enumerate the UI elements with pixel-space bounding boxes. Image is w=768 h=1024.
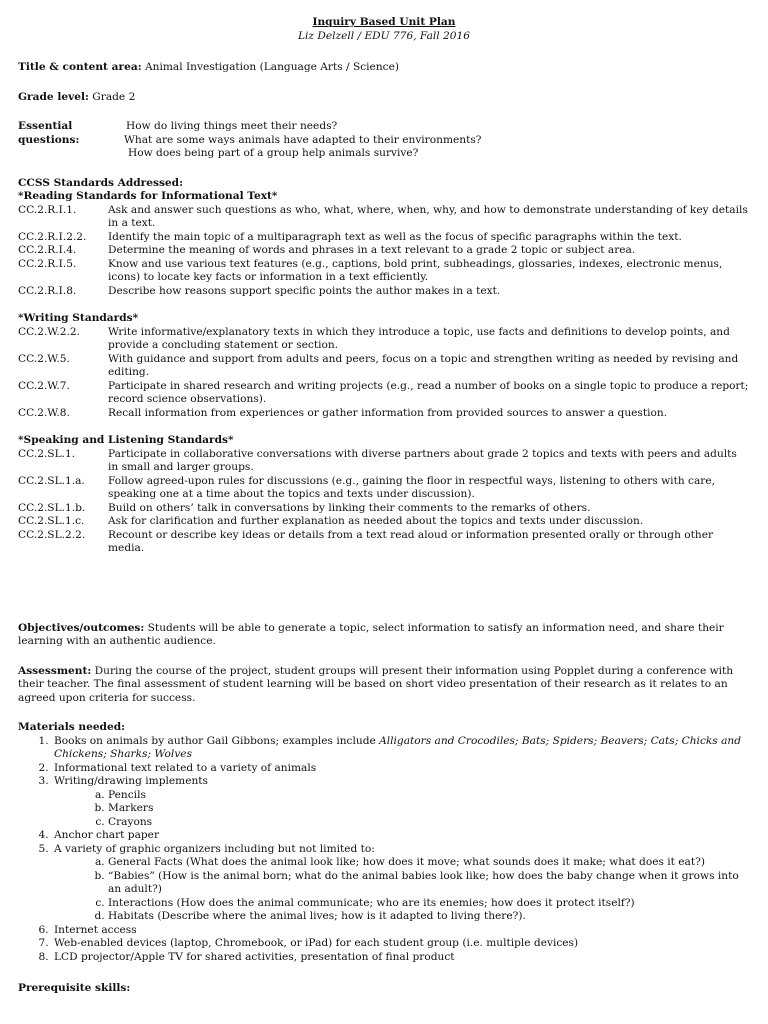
standard-code: CC.2.W.2.2. [18,325,80,338]
standard-row [18,529,750,556]
list-item [52,775,750,829]
assessment [18,665,750,706]
standard-row [18,326,750,353]
list-item: 2. Informational text related to a variety of animals [52,762,750,776]
list-item [52,843,750,924]
standard-text: Participate in collaborative conversations with diverse partners about grade 2 topics and texts with peers and adults in small and larger groups. [108,447,737,473]
prerequisite-heading: Prerequisite skills: [18,982,131,994]
standard-text: Recount or describe key ideas or details from a text read aloud or information presented orally or through other media. [108,528,714,554]
objectives [18,622,750,649]
assessment-text: During the course of the project, student groups will present their information using Popplet during a conference with their teacher. The final assessment of student learning will be based on short video presentation of their research as it relates to an agreed upon criteria for success. [18,664,734,704]
list-item: 6. Internet access [52,924,750,938]
essential-questions [18,120,750,161]
standard-code: CC.2.W.5. [18,352,70,365]
standard-text: Ask for clarification and further explanation as needed about the topics and texts under discussion. [108,515,644,527]
standard-code: CC.2.W.7. [18,379,70,392]
standard-code: CC.2.R.I.8. [18,284,77,297]
book-titles: Alligators and Crocodiles; Bats; Spiders; Beavers; Cats; Chicks and Chickens; Sharks; Wolves [54,734,742,760]
writing-standards-list [18,326,750,421]
sub-list [54,789,750,830]
standard-row [18,353,750,380]
essential-question: What are some ways animals have adapted to their environments? [124,133,482,146]
standard-row [18,407,750,421]
essential-questions-label: Essential questions: [18,120,80,146]
standard-row [18,231,750,245]
ccss-heading: CCSS Standards Addressed: [18,176,183,189]
standard-text: With guidance and support from adults and peers, focus on a topic and strengthen writing as needed by revising and editing. [108,352,739,378]
objectives-label: Objectives/outcomes: [18,621,145,634]
standard-code: CC.2.SL.1. [18,447,76,460]
standard-text: Describe how reasons support specific points the author makes in a text. [108,284,501,297]
sub-list-item: d. Habitats (Describe where the animal lives; how is it adapted to living there?). [108,910,750,924]
standard-row [18,380,750,407]
list-item: 7. Web-enabled devices (laptop, Chromebook, or iPad) for each student group (i.e. multiple devices) [52,937,750,951]
standard-text: Build on others’ talk in conversations by linking their comments to the remarks of others. [108,501,591,514]
standard-text: Participate in shared research and writing projects (e.g., read a number of books on a single topic to produce a report; record science observations). [108,379,749,405]
document-title: Inquiry Based Unit Plan [312,16,456,28]
standard-text: Follow agreed-upon rules for discussions (e.g., gaining the floor in respectful ways, listening to others with care, speaking one at a time about the topics and texts under discussion). [108,474,715,500]
assessment-label: Assessment: [18,664,92,677]
sub-list-item: b. “Babies” (How is the animal born; what do the animal babies look like; how does the baby change when it grows into an adult?) [108,870,750,897]
standard-row [18,258,750,285]
standard-text: Know and use various text features (e.g., captions, bold print, subheadings, glossaries, indexes, electronic menus, icons) to locate key facts or information in a text efficiently. [108,257,723,283]
standard-code: CC.2.R.I.2.2. [18,230,87,243]
title-content-area [18,61,750,75]
standard-row [18,285,750,299]
sub-list [54,856,750,924]
standard-row [18,244,750,258]
sub-list-item: c. Interactions (How does the animal communicate; who are its enemies; how does it protect itself?) [108,897,750,911]
standard-code: CC.2.SL.1.c. [18,515,85,527]
standard-row [18,475,750,502]
reading-standards-heading: *Reading Standards for Informational Text* [18,190,278,202]
speaking-standards-heading: *Speaking and Listening Standards* [18,434,234,446]
standard-row [18,204,750,231]
standard-text: Identify the main topic of a multiparagraph text as well as the focus of specific paragraphs within the text. [108,230,682,243]
list-item: 4. Anchor chart paper [52,829,750,843]
standard-text: Determine the meaning of words and phrases in a text relevant to a grade 2 topic or subject area. [108,244,636,256]
essential-question: How does being part of a group help animals survive? [128,147,419,159]
reading-standards-list [18,204,750,299]
grade-level [18,91,750,105]
document-page [18,16,750,996]
materials-item-text: Books on animals by author Gail Gibbons; examples include [54,734,380,747]
essential-questions-list [126,120,750,161]
materials-item-text: A variety of graphic organizers including but not limited to: [54,842,375,855]
objectives-text: Students will be able to generate a topic, select information to satisfy an information need, and share their learning with an authentic audience. [18,621,724,647]
materials-item-text: Writing/drawing implements [54,775,208,787]
standard-row [18,502,750,516]
sub-list-item: a. General Facts (What does the animal look like; how does it move; what sounds does it make; what does it eat?) [108,856,750,870]
sub-list-item: a. Pencils [108,789,750,803]
list-item [52,735,750,762]
document-subtitle: Liz Delzell / EDU 776, Fall 2016 [298,29,470,42]
standard-text: Ask and answer such questions as who, what, where, when, why, and how to demonstrate understanding of key details in a text. [108,203,748,229]
speaking-standards-list [18,448,750,556]
sub-list-item: c. Crayons [108,816,750,830]
title-area-value: Animal Investigation (Language Arts / Science) [141,61,399,73]
standard-row [18,448,750,475]
standard-code: CC.2.R.I.1. [18,203,77,216]
list-item: 8. LCD projector/Apple TV for shared activities, presentation of final product [52,951,750,965]
materials-heading: Materials needed: [18,721,126,733]
writing-standards-heading: *Writing Standards* [18,312,139,324]
standard-text: Write informative/explanatory texts in which they introduce a topic, use facts and definitions to develop points, and provide a concluding statement or section. [108,325,730,351]
essential-question: How do living things meet their needs? [126,120,338,132]
standard-code: CC.2.R.I.4. [18,244,77,256]
standard-code: CC.2.R.I.5. [18,257,77,270]
sub-list-item: b. Markers [108,802,750,816]
standard-text: Recall information from experiences or gather information from provided sources to answer a question. [108,406,668,419]
title-area-label: Title & content area: [18,61,142,73]
standard-code: CC.2.SL.1.b. [18,501,86,514]
standard-row [18,515,750,529]
standard-code: CC.2.W.8. [18,406,70,419]
standard-code: CC.2.SL.2.2. [18,528,86,541]
grade-value: Grade 2 [88,90,136,103]
standard-code: CC.2.SL.1.a. [18,474,85,487]
materials-list [18,735,750,965]
grade-label: Grade level: [18,90,89,103]
